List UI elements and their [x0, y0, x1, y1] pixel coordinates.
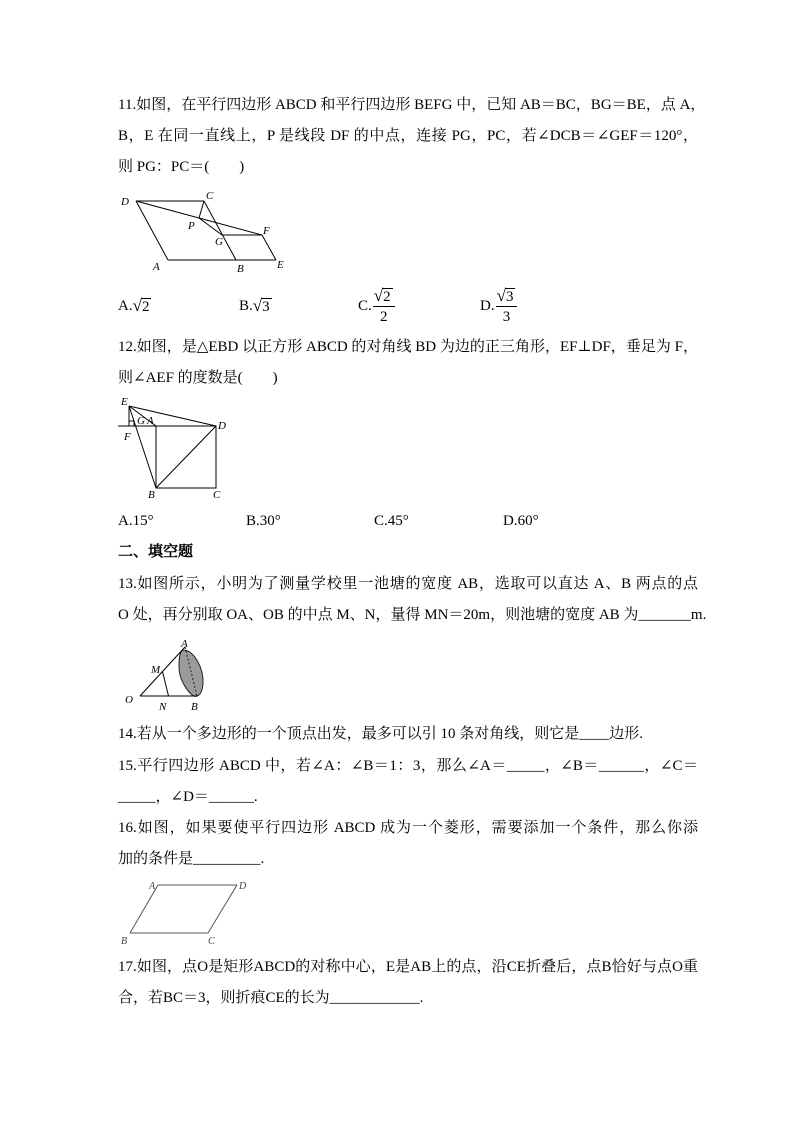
label-n: N: [159, 701, 167, 713]
label-e: E: [121, 396, 128, 408]
q14-line-1: 14.若从一个多边形的一个顶点出发，最多可以引 10 条对角线，则它是____边形.: [118, 726, 644, 742]
label-c: C: [206, 190, 214, 202]
label-d: D: [218, 420, 226, 432]
radicand: 2: [141, 299, 150, 315]
fraction-denominator: 3: [502, 308, 511, 325]
option-letter: B.: [239, 297, 253, 314]
q12-option-c: C.45°: [374, 513, 409, 529]
radicand: 3: [262, 299, 270, 315]
q16-figure: [116, 874, 256, 948]
segment-da: [136, 201, 168, 260]
label-a: A: [181, 638, 188, 650]
q12-figure: [112, 394, 232, 504]
label-g: G: [215, 236, 223, 248]
label-e: E: [277, 259, 284, 271]
sqrt-expression: [253, 297, 272, 315]
q17-line-1: 17.如图，点O是矩形ABCD的对称中心，E是AB上的点，沿CE折叠后，点B恰好与点O重: [118, 959, 698, 975]
q13-line-2: O 处，再分别取 OA、OB 的中点 M、N，量得 MN＝20m，则池塘的宽度 AB 为_______m.: [118, 607, 707, 623]
option-letter: A.: [118, 297, 133, 314]
fraction: [373, 287, 395, 326]
q11-option-a: [118, 284, 151, 328]
label-b: B: [148, 489, 155, 501]
radical-sign: √: [252, 296, 263, 315]
label-c: C: [208, 936, 215, 947]
q13-line-1: 13.如图所示，小明为了测量学校里一池塘的宽度 AB，选取可以直达 A、B 两点的点: [118, 576, 698, 592]
q15-line-1: 15.平行四边形 ABCD 中，若∠A：∠B＝1：3，那么∠A＝_____，∠B＝______，∠C＝: [118, 758, 698, 774]
segment-bd: [156, 426, 216, 488]
q16-line-2: 加的条件是_________.: [118, 851, 265, 867]
option-letter: C.: [358, 297, 372, 314]
fraction-numerator: [496, 287, 518, 307]
right-angle-mark: [129, 421, 134, 426]
q12-line-1: 12.如图，是△EBD 以正方形 ABCD 的对角线 BD 为边的正三角形，EF⊥DF，垂足为 F，: [118, 339, 698, 355]
fraction-numerator: [373, 287, 395, 307]
segment-fe: [262, 235, 276, 260]
pond-shape: [179, 650, 203, 696]
segment-pg: [199, 218, 222, 235]
q16-line-1: 16.如图，如果要使平行四边形 ABCD 成为一个菱形，需要添加一个条件，那么你添: [118, 820, 698, 836]
label-b: B: [191, 701, 198, 713]
label-b: B: [237, 263, 244, 275]
fraction: [496, 287, 518, 326]
label-d: D: [121, 196, 129, 208]
segment-dc: [208, 885, 237, 933]
q11-option-c: [358, 284, 395, 328]
q11-line-3: 则 PG：PC＝( ): [118, 159, 245, 175]
label-a: A: [149, 881, 156, 892]
q12-option-b: B.30°: [246, 513, 281, 529]
q12-option-d: D.60°: [503, 513, 539, 529]
q12-option-a: A.15°: [118, 513, 154, 529]
radicand: 2: [383, 288, 391, 305]
radical-sign: √: [132, 296, 142, 315]
sqrt-expression: [133, 297, 152, 315]
segment-cb: [204, 201, 236, 260]
label-f: F: [263, 225, 270, 237]
radical-sign: √: [373, 285, 384, 305]
label-a: A: [147, 415, 154, 427]
label-c: C: [213, 489, 221, 501]
label-b: B: [121, 936, 128, 947]
segment-ba: [130, 885, 158, 933]
option-letter: D.: [480, 297, 495, 314]
radicand: 3: [505, 288, 514, 305]
segment-pc: [199, 201, 204, 218]
q15-line-2: _____，∠D＝______.: [118, 789, 258, 805]
radical-sign: √: [496, 285, 506, 305]
q12-line-2: 则∠AEF 的度数是( ): [118, 370, 278, 386]
label-a: A: [153, 261, 160, 273]
segment-mn: [163, 672, 169, 697]
q11-figure: [112, 188, 292, 278]
label-m: M: [151, 664, 161, 676]
label-o: O: [125, 694, 133, 706]
label-g: G: [137, 415, 145, 427]
q17-line-2: 合，若BC＝3，则折痕CE的长为____________.: [118, 990, 424, 1006]
q11-option-d: [480, 284, 517, 328]
label-d: D: [239, 881, 247, 892]
q11-option-b: [239, 284, 272, 328]
q11-line-1: 11.如图，在平行四边形 ABCD 和平行四边形 BEFG 中，已知 AB＝BC，BG＝BE，点 A，: [118, 97, 706, 113]
section-heading: 二、填空题: [118, 544, 194, 560]
label-f: F: [124, 431, 131, 443]
q11-line-2: B，E 在同一直线上，P 是线段 DF 的中点，连接 PG，PC，若∠DCB＝∠GEF＝120°，: [118, 128, 698, 144]
label-p: P: [188, 220, 195, 232]
fraction-denominator: 2: [379, 308, 388, 325]
q13-figure: [118, 634, 213, 714]
